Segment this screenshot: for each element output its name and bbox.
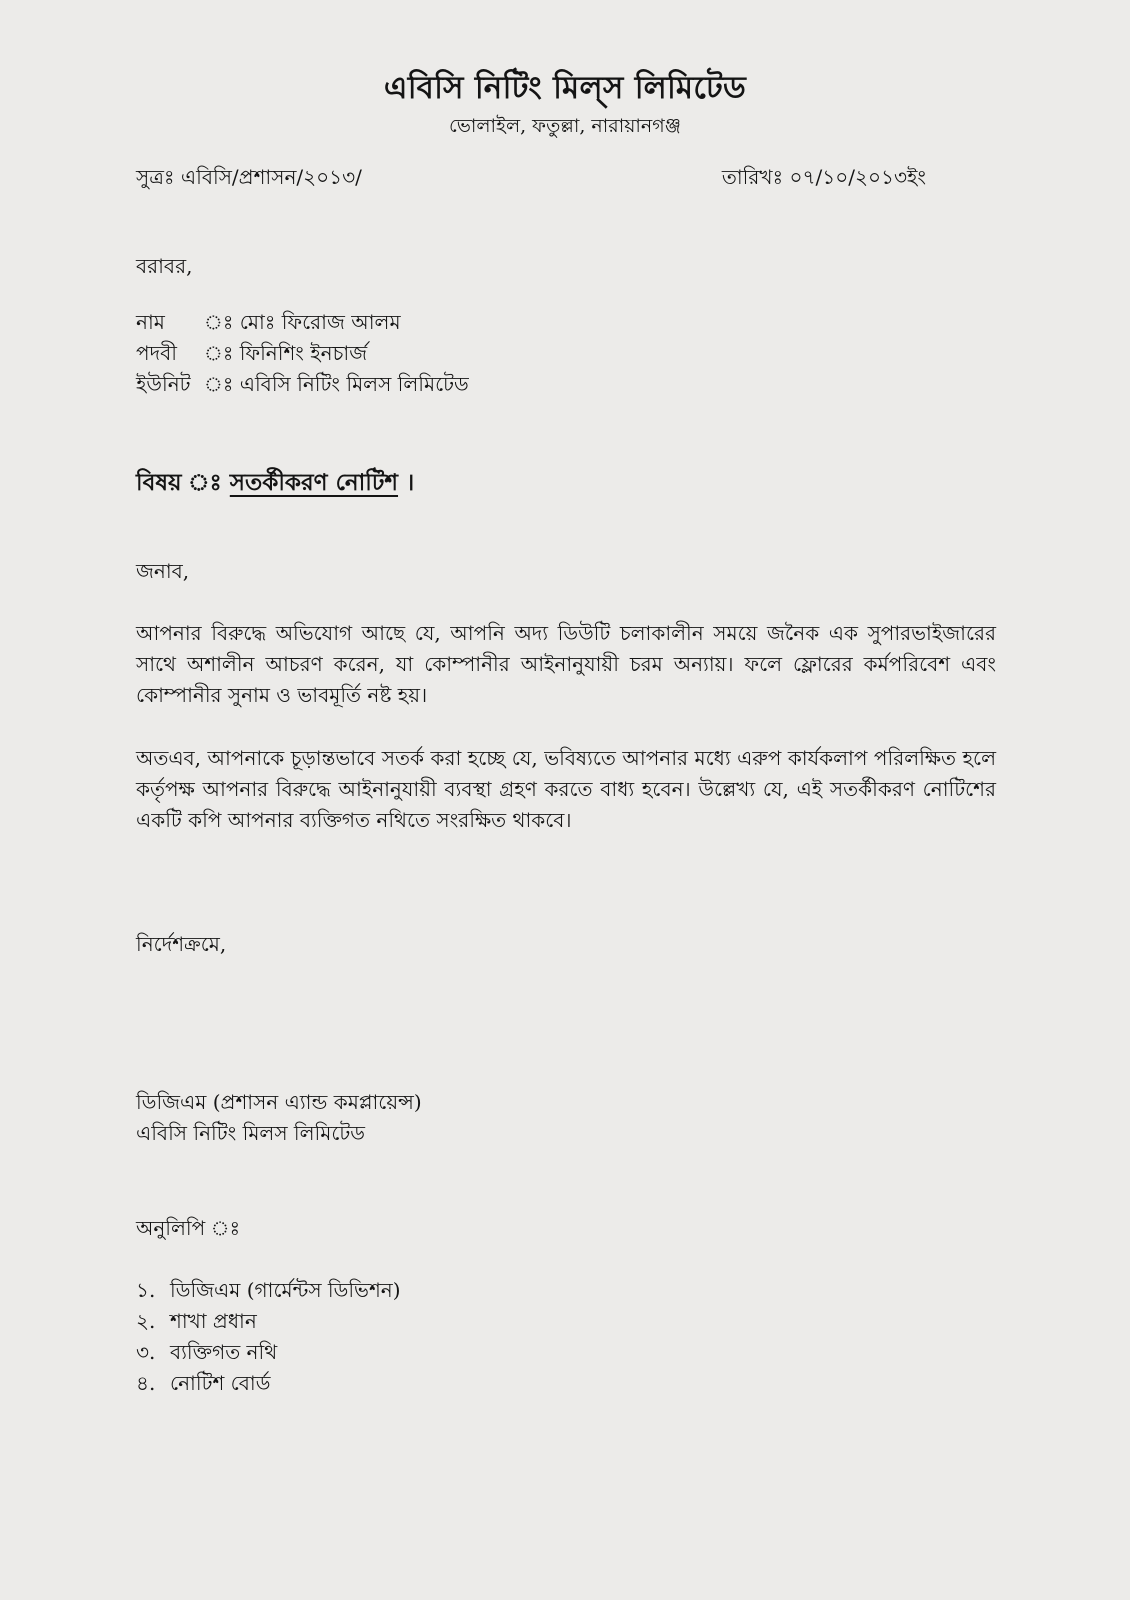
subject-line	[136, 466, 414, 500]
copy-to-item-text: ডিজিএম (গার্মেন্টস ডিভিশন)	[170, 1278, 401, 1302]
closing: নির্দেশক্রমে,	[136, 932, 227, 956]
copy-to-item	[136, 1275, 401, 1306]
copy-to-item-number: ১.	[136, 1278, 156, 1302]
recipient-unit-row	[136, 369, 469, 400]
copy-to-item	[136, 1337, 401, 1368]
copy-to-item-number: ৩.	[136, 1340, 156, 1364]
copy-to-item-text: নোটিশ বোর্ড	[170, 1371, 271, 1395]
recipient-name-value: ঃ মোঃ ফিরোজ আলম	[204, 310, 401, 334]
subject-label: বিষয় ঃ	[136, 469, 222, 496]
copy-to-label: অনুলিপি ঃ	[136, 1216, 241, 1240]
recipient-designation-row	[136, 338, 469, 369]
subject-end: ।	[406, 469, 415, 496]
to-label: বরাবর,	[136, 254, 193, 278]
body-paragraph-2: অতএব, আপনাকে চূড়ান্তভাবে সতর্ক করা হচ্ছে যে, ভবিষ্যতে আপনার মধ্যে এরুপ কার্যকলাপ পরিলক্ষিত হলে কর্তৃপক্ষ আপনার বিরুদ্ধে আইনানুযায়ী ব্যবস্থা গ্রহণ করতে বাধ্য হবেন। উল্লেখ্য যে, এই সতর্কীকরণ নোটিশের একটি কপি আপনার ব্যক্তিগত নথিতে সংরক্ষিত থাকবে।	[136, 746, 996, 832]
signatory-company: এবিসি নিটিং মিলস লিমিটেড	[136, 1121, 366, 1145]
copy-to-item-number: ২.	[136, 1309, 156, 1333]
recipient-unit-key: ইউনিট	[136, 372, 191, 396]
letter-date: তারিখঃ ০৭/১০/২০১৩ইং	[721, 165, 926, 189]
recipient-name-key: নাম	[136, 310, 165, 334]
copy-to-item-number: ৪.	[136, 1371, 156, 1395]
signatory-title: ডিজিএম (প্রশাসন এ্যান্ড কমপ্লায়েন্স)	[136, 1090, 422, 1114]
body-paragraph-1: আপনার বিরুদ্ধে অভিযোগ আছে যে, আপনি অদ্য ডিউটি চলাকালীন সময়ে জনৈক এক সুপারভাইজারের সাথে অশালীন আচরণ করেন, যা কোম্পানীর আইনানুযায়ী চরম অন্যায়। ফলে ফ্লোরের কর্মপরিবেশ এবং কোম্পানীর সুনাম ও ভাবমূর্তি নষ্ট হয়।	[136, 621, 996, 707]
copy-to-item	[136, 1306, 401, 1337]
letterhead	[0, 66, 1130, 141]
salutation: জনাব,	[136, 559, 190, 583]
subject-text: সতর্কীকরণ নোটিশ	[229, 469, 399, 496]
copy-to-item-text: শাখা প্রধান	[170, 1309, 257, 1333]
copy-to-item-text: ব্যক্তিগত নথি	[170, 1340, 278, 1364]
recipient-block	[136, 307, 469, 400]
signature-block	[136, 1087, 422, 1149]
copy-to-list	[136, 1275, 401, 1399]
copy-to-item	[136, 1368, 401, 1399]
recipient-name-row	[136, 307, 469, 338]
recipient-designation-value: ঃ ফিনিশিং ইনচার্জ	[204, 341, 368, 365]
reference-number: সুত্রঃ এবিসি/প্রশাসন/২০১৩/	[136, 165, 362, 189]
recipient-designation-key: পদবী	[136, 341, 177, 365]
company-address: ভোলাইল, ফতুল্লা, নারায়ানগঞ্জ	[449, 115, 681, 137]
recipient-unit-value: ঃ এবিসি নিটিং মিলস লিমিটেড	[204, 372, 469, 396]
company-name: এবিসি নিটিং মিল্‌স লিমিটেড	[383, 70, 747, 106]
